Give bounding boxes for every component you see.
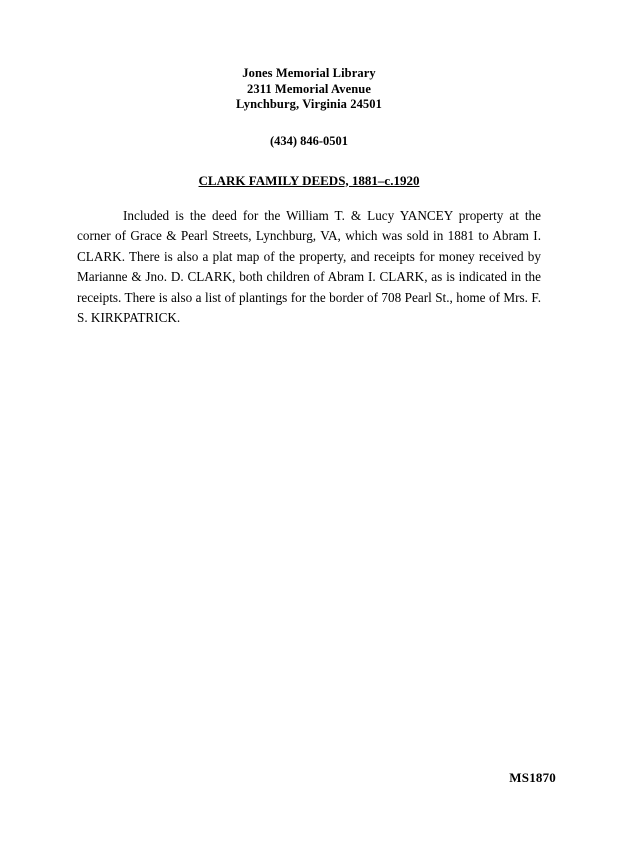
library-address: 2311 Memorial Avenue: [247, 81, 371, 96]
document-page: [0, 66, 618, 866]
library-name: Jones Memorial Library: [242, 66, 376, 80]
library-city-state-zip: Lynchburg, Virginia 24501: [236, 97, 382, 111]
letterhead: [0, 66, 618, 113]
manuscript-number: MS1870: [509, 770, 556, 785]
description-paragraph: [77, 206, 541, 329]
page-title-text: CLARK FAMILY DEEDS, 1881–c.1920: [198, 172, 420, 188]
page-title: [0, 173, 618, 189]
library-phone: (434) 846-0501: [269, 133, 349, 148]
paragraph-text: Included is the deed for the William T. & Lucy YANCEY property at the corner of Grace & Pearl Streets, Lynchburg, VA, which was sold in 1881 to Abram I. CLARK. There is also a plat map of the property, and receipts for money received by Marianne & Jno. D. CLARK, both children of Abram I. CLARK, as is indicated in the receipts. There is also a list of plantings for the border of 708 Pearl St., home of Mrs. F. S. KIRKPATRICK.: [77, 207, 541, 325]
